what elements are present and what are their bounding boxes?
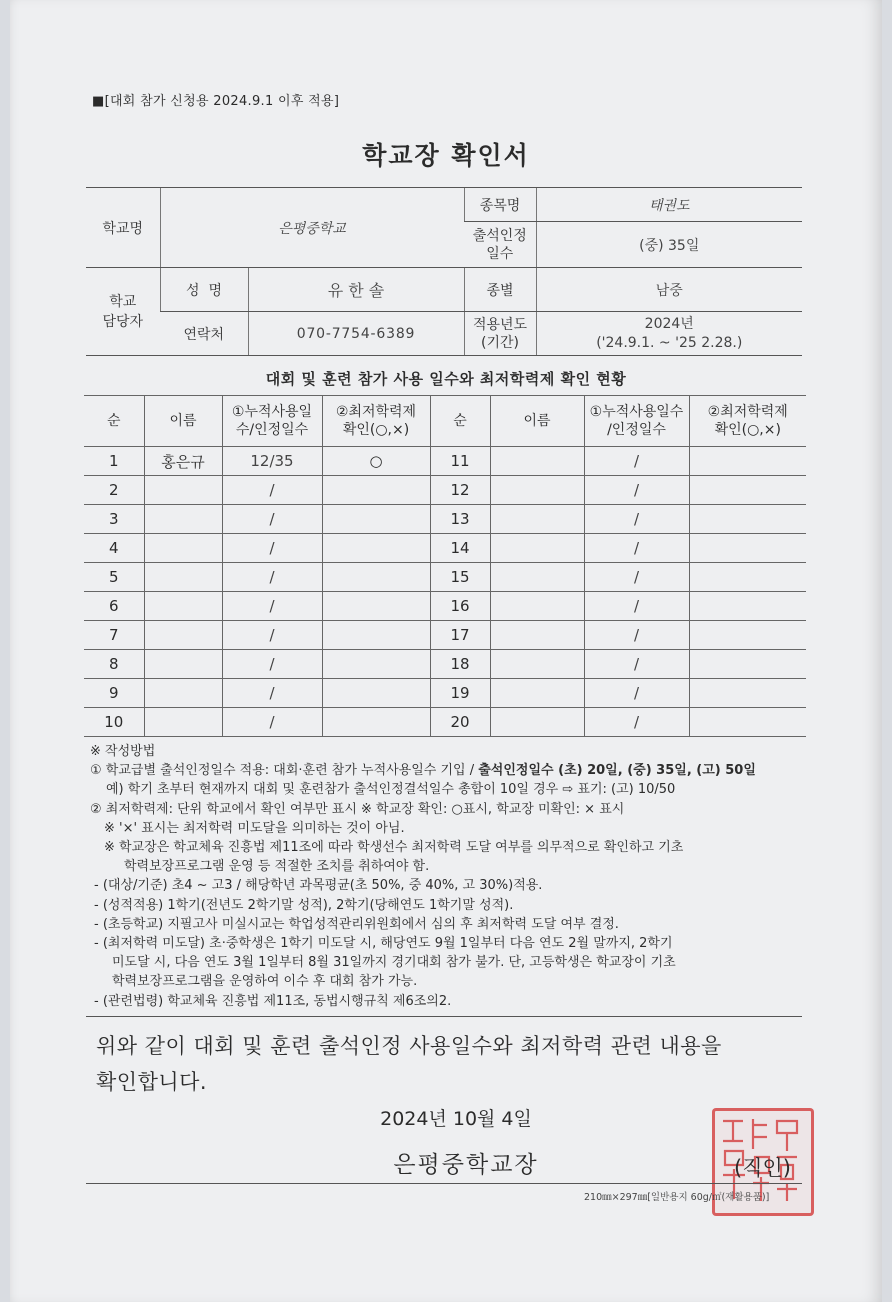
- table-cell: [490, 505, 584, 534]
- table-cell: [322, 476, 430, 505]
- table-cell: [144, 476, 222, 505]
- status-title: 대회 및 훈련 참가 사용 일수와 최저학력제 확인 현황: [265, 370, 627, 388]
- gender-value: 남중: [536, 268, 802, 312]
- table-cell: [144, 563, 222, 592]
- notes-heading: ※ 작성방법: [90, 744, 156, 759]
- table-cell: 5: [84, 563, 144, 592]
- table-cell: 15: [430, 563, 490, 592]
- attend-value: (중) 35일: [536, 222, 802, 268]
- manager-label: 학교 담당자: [86, 268, 160, 356]
- table-cell: 2: [84, 476, 144, 505]
- table-cell: [490, 563, 584, 592]
- col-header-min-grade-2: ②최저학력제 확인(○,×): [689, 396, 806, 447]
- table-cell: [689, 476, 806, 505]
- bottom-divider: [86, 1183, 802, 1184]
- table-cell: [689, 679, 806, 708]
- note-line: - (최저학력 미도달) 초·중학생은 1학기 미도달 시, 해당연도 9월 1일부터 다음 연도 2월 말까지, 2학기: [94, 936, 673, 952]
- event-value: 태권도: [536, 188, 802, 222]
- table-row: [84, 708, 806, 737]
- attend-label: 출석인정 일수: [464, 222, 536, 268]
- confirm-text: [96, 1028, 722, 1100]
- note-line: 예) 학기 초부터 현재까지 대회 및 훈련참가 출석인정결석일수 총합이 10일 경우 ⇨ 표기: (고) 10/50: [106, 782, 676, 798]
- notice-label: ■[대회 참가 신청용 2024.9.1 이후 적용]: [92, 94, 340, 109]
- table-cell: [144, 592, 222, 621]
- table-row: [84, 476, 806, 505]
- table-cell: 16: [430, 592, 490, 621]
- table-cell: 10: [84, 708, 144, 737]
- year-label: 적용년도 (기간): [464, 312, 536, 356]
- table-row: [84, 505, 806, 534]
- col-header-name-2: 이름: [490, 396, 584, 447]
- table-cell: [322, 708, 430, 737]
- table-cell: [689, 534, 806, 563]
- table-cell: [689, 621, 806, 650]
- table-cell: [144, 534, 222, 563]
- table-cell: 7: [84, 621, 144, 650]
- table-cell: /: [222, 534, 322, 563]
- year-value: 2024년 ('24.9.1. ~ '25 2.28.): [536, 312, 802, 356]
- table-cell: [689, 563, 806, 592]
- divider: [86, 1016, 802, 1017]
- event-label: 종목명: [464, 188, 536, 222]
- table-cell: [322, 592, 430, 621]
- table-row: [84, 592, 806, 621]
- table-cell: [490, 650, 584, 679]
- principal-name: 은평중학교장: [393, 1152, 539, 1178]
- table-row: [84, 650, 806, 679]
- table-cell: /: [222, 621, 322, 650]
- col-header-days-2: ①누적사용일수 /인정일수: [584, 396, 689, 447]
- name-value: 유 한 솔: [248, 268, 464, 312]
- contact-value: 070-7754-6389: [248, 312, 464, 356]
- table-cell: [144, 679, 222, 708]
- table-cell: [322, 679, 430, 708]
- table-header-row: [84, 396, 806, 447]
- issue-date: 2024년 10월 4일: [380, 1108, 532, 1130]
- table-cell: 8: [84, 650, 144, 679]
- table-cell: [689, 650, 806, 679]
- instructions: [90, 742, 810, 1011]
- table-cell: 9: [84, 679, 144, 708]
- note-line: ※ 학교장은 학교체육 진흥법 제11조에 따라 학생선수 최저학력 도달 여부를 의무적으로 확인하고 기초: [104, 840, 684, 856]
- note-line: - (성적적용) 1학기(전년도 2학기말 성적), 2학기(당해연도 1학기말 성적).: [94, 897, 514, 913]
- table-cell: 18: [430, 650, 490, 679]
- table-cell: /: [584, 679, 689, 708]
- note-line: ② 최저학력제: 단위 학교에서 확인 여부만 표시 ※ 학교장 확인: ○표시, 학교장 미확인: × 표시: [90, 801, 625, 817]
- confirm-line: 위와 같이 대회 및 훈련 출석인정 사용일수와 최저학력 관련 내용을: [96, 1034, 722, 1058]
- table-cell: /: [584, 505, 689, 534]
- table-cell: /: [584, 534, 689, 563]
- table-cell: [490, 621, 584, 650]
- note-line: ※ '×' 표시는 최저학력 미도달을 의미하는 것이 아님.: [104, 820, 405, 836]
- table-row: [84, 563, 806, 592]
- table-cell: /: [584, 650, 689, 679]
- table-cell: [689, 447, 806, 476]
- table-cell: [689, 505, 806, 534]
- table-row: [84, 447, 806, 476]
- table-cell: ○: [322, 447, 430, 476]
- note-line: 학력보장프로그램 운영 등 적절한 조치를 취하여야 함.: [124, 859, 430, 875]
- table-cell: /: [222, 476, 322, 505]
- table-cell: /: [222, 679, 322, 708]
- page-title: 학교장 확인서: [362, 141, 530, 170]
- table-cell: 12: [430, 476, 490, 505]
- table-cell: /: [222, 563, 322, 592]
- confirm-line: 확인합니다.: [96, 1070, 208, 1094]
- school-info-table: [86, 187, 802, 356]
- table-cell: 홍은규: [144, 447, 222, 476]
- table-cell: 14: [430, 534, 490, 563]
- table-cell: 3: [84, 505, 144, 534]
- gender-label: 종별: [464, 268, 536, 312]
- table-cell: [322, 650, 430, 679]
- table-row: [84, 534, 806, 563]
- note-bold-text: 출석인정일수 (초) 20일, (중) 35일, (고) 50일: [478, 763, 756, 779]
- table-cell: [689, 708, 806, 737]
- school-value: 은평중학교: [160, 188, 464, 268]
- table-cell: [490, 534, 584, 563]
- contact-label: 연락처: [160, 312, 248, 356]
- table-cell: 17: [430, 621, 490, 650]
- note-text: ① 학교급별 출석인정일수 적용: 대회·훈련 참가 누적사용일수 기입 /: [90, 763, 479, 779]
- table-cell: /: [584, 621, 689, 650]
- table-cell: 12/35: [222, 447, 322, 476]
- note-line: - (초등학교) 지필고사 미실시교는 학업성적관리위원회에서 심의 후 최저학력 도달 여부 결정.: [94, 916, 619, 932]
- table-cell: [490, 708, 584, 737]
- table-cell: [144, 621, 222, 650]
- col-header-seq: 순: [84, 396, 144, 447]
- table-cell: /: [222, 592, 322, 621]
- table-cell: /: [222, 505, 322, 534]
- note-line: 미도달 시, 다음 연도 3월 1일부터 8월 31일까지 경기대회 참가 불가. 단, 고등학생은 학교장이 기초: [112, 955, 676, 971]
- status-table: [84, 395, 806, 737]
- table-cell: [490, 476, 584, 505]
- note-line: - (관련법령) 학교체육 진흥법 제11조, 동법시행규칙 제6조의2.: [94, 993, 452, 1009]
- table-cell: 11: [430, 447, 490, 476]
- table-cell: /: [222, 708, 322, 737]
- table-cell: [490, 679, 584, 708]
- table-cell: 19: [430, 679, 490, 708]
- note-line: [90, 761, 810, 780]
- table-cell: 6: [84, 592, 144, 621]
- table-cell: /: [584, 447, 689, 476]
- note-line: 학력보장프로그램을 운영하여 이수 후 대회 참가 가능.: [112, 974, 418, 990]
- table-cell: /: [584, 563, 689, 592]
- table-row: [84, 621, 806, 650]
- col-header-min-grade: ②최저학력제 확인(○,×): [322, 396, 430, 447]
- table-cell: 13: [430, 505, 490, 534]
- table-cell: [322, 621, 430, 650]
- table-cell: [689, 592, 806, 621]
- table-cell: /: [584, 708, 689, 737]
- name-label: 성 명: [160, 268, 248, 312]
- table-cell: [144, 650, 222, 679]
- col-header-name: 이름: [144, 396, 222, 447]
- table-cell: 1: [84, 447, 144, 476]
- table-row: [84, 679, 806, 708]
- table-cell: /: [584, 476, 689, 505]
- table-cell: 20: [430, 708, 490, 737]
- table-cell: [322, 505, 430, 534]
- col-header-days: ①누적사용일 수/인정일수: [222, 396, 322, 447]
- table-cell: [322, 563, 430, 592]
- table-cell: /: [222, 650, 322, 679]
- table-cell: /: [584, 592, 689, 621]
- table-cell: [144, 708, 222, 737]
- table-cell: [322, 534, 430, 563]
- seal-label: (직인): [734, 1156, 791, 1180]
- table-cell: [490, 447, 584, 476]
- note-line: - (대상/기준) 초4 ~ 고3 / 해당학년 과목평균(초 50%, 중 40%, 고 30%)적용.: [94, 878, 543, 894]
- school-label: 학교명: [86, 188, 160, 268]
- col-header-seq-2: 순: [430, 396, 490, 447]
- table-cell: 4: [84, 534, 144, 563]
- paper-spec: 210㎜×297㎜[일반용지 60g/㎡(재활용품)]: [584, 1192, 770, 1203]
- table-cell: [490, 592, 584, 621]
- table-cell: [144, 505, 222, 534]
